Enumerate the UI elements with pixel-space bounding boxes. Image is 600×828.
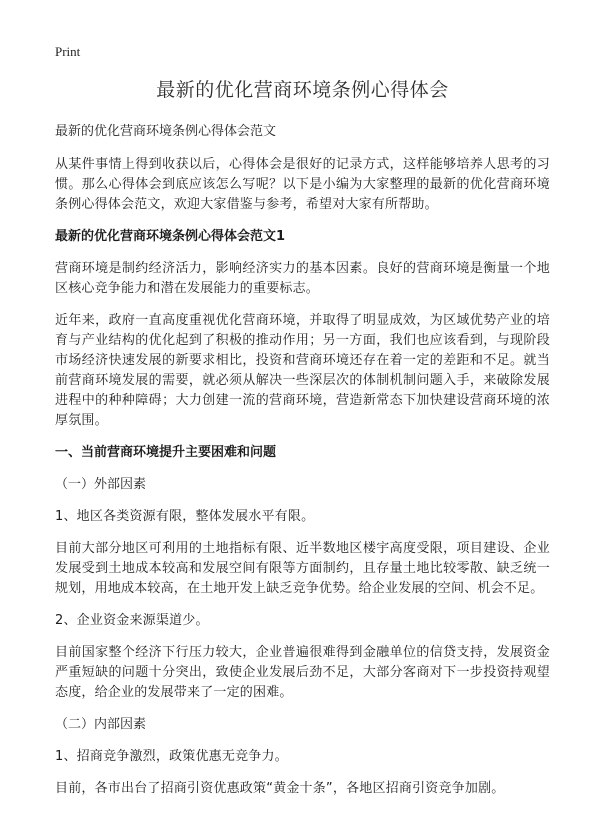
- item-title-funding-channels: 2、企业资金来源渠道少。: [55, 613, 209, 628]
- intro-paragraph: 从某件事情上得到收获以后，心得体会是很好的记录方式，这样能够培养人思考的习惯。那么心得体会到底应该怎么写呢？以下是小编为大家整理的最新的优化营商环境条例心得体会范文，欢迎大家借鉴与参考，希望对大家有所帮助。: [55, 157, 550, 212]
- section-heading-essay-1: 最新的优化营商环境条例心得体会范文1: [55, 229, 286, 244]
- print-link[interactable]: Print: [55, 44, 81, 59]
- page-title: 最新的优化营商环境条例心得体会: [156, 79, 449, 101]
- paragraph-land-constraints: 目前大部分地区可利用的土地指标有限、近半数地区楼宇高度受限，项目建设、企业发展受到土地成本较高和发展空间有限等方面制约，且存量土地比较零散、缺乏统一规划，用地成本较高，在土地开发上缺乏竞争优势。给企业发展的空间、机会不足。: [55, 541, 550, 596]
- heading-main-difficulties: 一、当前营商环境提升主要困难和问题: [55, 445, 277, 460]
- paragraph-recent-years: 近年来，政府一直高度重视优化营商环境，并取得了明显成效，为区域优势产业的培育与产业结构的优化起到了积极的推动作用；另一方面，我们也应该看到，与现阶段市场经济快速发展的新要求相比，投资和营商环境还存在着一定的差距和不足。就当前营商环境发展的需要，就必须从解决一些深层次的体制机制问题入手，来破除发展进程中的种种障碍；大力创建一流的营商环境，营造新常态下加快建设营商环境的浓厚氛围。: [55, 313, 550, 428]
- item-title-investment-competition: 1、招商竞争激烈，政策优惠无竞争力。: [55, 749, 288, 764]
- document-subtitle: 最新的优化营商环境条例心得体会范文: [55, 124, 277, 139]
- paragraph-business-environment: 营商环境是制约经济活力，影响经济实力的基本因素。良好的营商环境是衡量一个地区核心竞争能力和潜在发展能力的重要标志。: [55, 261, 550, 296]
- subheading-external-factors: （一）外部因素: [55, 477, 147, 492]
- subheading-internal-factors: （二）内部因素: [55, 717, 147, 732]
- item-title-limited-resources: 1、地区各类资源有限，整体发展水平有限。: [55, 509, 315, 524]
- paragraph-golden-ten-policy: 目前，各市出台了招商引资优惠政策“黄金十条”，各地区招商引资竞争加剧。: [55, 781, 505, 796]
- paragraph-credit-shortage: 目前国家整个经济下行压力较大，企业普遍很难得到金融单位的信贷支持，发展资金严重短缺的问题十分突出，致使企业发展后劲不足，大部分客商对下一步投资持观望态度，给企业的发展带来了一定的困难。: [55, 645, 550, 700]
